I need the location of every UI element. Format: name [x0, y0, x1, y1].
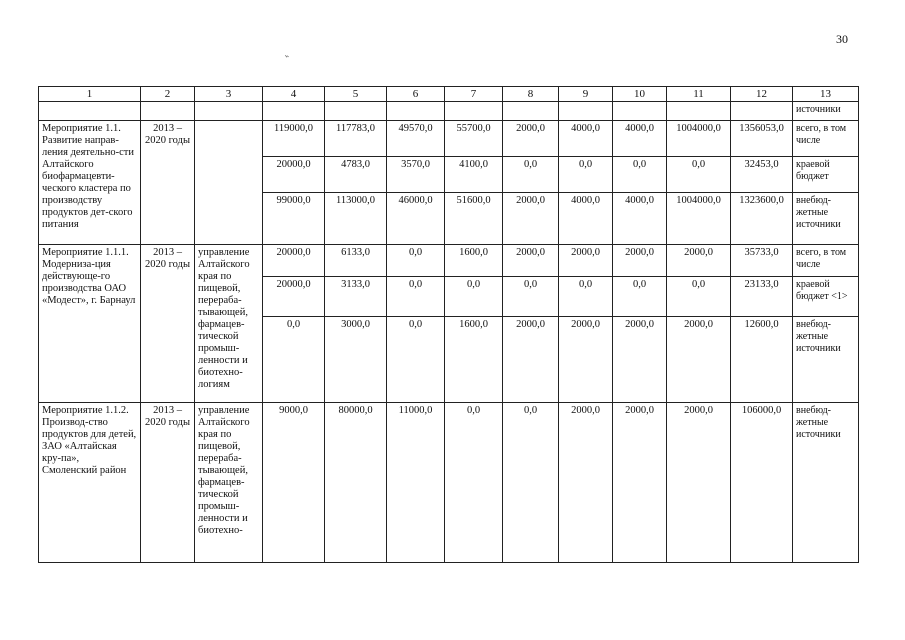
col-header: 11	[667, 87, 731, 102]
col-header: 8	[503, 87, 559, 102]
table-row	[39, 121, 859, 157]
amount-cell: 0,0	[387, 245, 445, 277]
amount-cell: 2000,0	[559, 317, 613, 403]
source-cell: внебюд-жетные источники	[793, 317, 859, 403]
amount-cell: 0,0	[613, 157, 667, 193]
amount-cell: 0,0	[503, 403, 559, 563]
col-header: 2	[141, 87, 195, 102]
source-cell: всего, в том числе	[793, 245, 859, 277]
amount-cell: 4000,0	[613, 121, 667, 157]
period-cell: 2013 – 2020 годы	[141, 121, 195, 245]
source-cell: всего, в том числе	[793, 121, 859, 157]
col-header: 13	[793, 87, 859, 102]
amount-cell: 0,0	[559, 157, 613, 193]
amount-cell: 2000,0	[503, 121, 559, 157]
amount-cell: 32453,0	[731, 157, 793, 193]
amount-cell: 117783,0	[325, 121, 387, 157]
amount-cell: 0,0	[613, 277, 667, 317]
amount-cell: 4783,0	[325, 157, 387, 193]
table-row	[39, 245, 859, 277]
scan-artifact: ᵛ̵	[285, 52, 288, 62]
amount-cell: 0,0	[667, 157, 731, 193]
page-number: 30	[836, 32, 848, 46]
activity-name-cell: Мероприятие 1.1.1. Модерниза-ция действующе-го производства ОАО «Модест», г. Барнаул	[39, 245, 141, 403]
amount-cell: 12600,0	[731, 317, 793, 403]
amount-cell: 2000,0	[667, 317, 731, 403]
amount-cell: 1600,0	[445, 245, 503, 277]
amount-cell: 0,0	[667, 277, 731, 317]
col-header: 4	[263, 87, 325, 102]
empty-cell	[667, 102, 731, 121]
amount-cell: 1356053,0	[731, 121, 793, 157]
amount-cell: 20000,0	[263, 277, 325, 317]
amount-cell: 106000,0	[731, 403, 793, 563]
empty-cell	[613, 102, 667, 121]
amount-cell: 119000,0	[263, 121, 325, 157]
col-header: 1	[39, 87, 141, 102]
amount-cell: 55700,0	[445, 121, 503, 157]
amount-cell: 2000,0	[503, 193, 559, 245]
amount-cell: 4000,0	[559, 193, 613, 245]
amount-cell: 0,0	[445, 277, 503, 317]
executor-cell	[195, 121, 263, 245]
source-cell: внебюд-жетные источники	[793, 403, 859, 563]
empty-cell	[559, 102, 613, 121]
amount-cell: 1004000,0	[667, 121, 731, 157]
col-header: 9	[559, 87, 613, 102]
amount-cell: 4000,0	[559, 121, 613, 157]
amount-cell: 113000,0	[325, 193, 387, 245]
empty-cell	[325, 102, 387, 121]
amount-cell: 4000,0	[613, 193, 667, 245]
amount-cell: 49570,0	[387, 121, 445, 157]
source-cell: источники	[793, 102, 859, 121]
col-header: 10	[613, 87, 667, 102]
empty-cell	[503, 102, 559, 121]
col-header: 7	[445, 87, 503, 102]
amount-cell: 2000,0	[667, 403, 731, 563]
empty-cell	[39, 102, 141, 121]
source-cell: краевой бюджет	[793, 157, 859, 193]
period-cell: 2013 – 2020 годы	[141, 245, 195, 403]
amount-cell: 2000,0	[613, 403, 667, 563]
amount-cell: 20000,0	[263, 157, 325, 193]
col-header: 6	[387, 87, 445, 102]
budget-table	[38, 86, 859, 563]
activity-name-cell: Мероприятие 1.1. Развитие направ-ления деятельно-сти Алтайского биофармацевти-ческого кластера по производству продуктов дет-ского питания	[39, 121, 141, 245]
amount-cell: 2000,0	[667, 245, 731, 277]
amount-cell: 80000,0	[325, 403, 387, 563]
empty-cell	[195, 102, 263, 121]
amount-cell: 23133,0	[731, 277, 793, 317]
amount-cell: 0,0	[445, 403, 503, 563]
amount-cell: 35733,0	[731, 245, 793, 277]
amount-cell: 6133,0	[325, 245, 387, 277]
amount-cell: 2000,0	[559, 403, 613, 563]
activity-name-cell: Мероприятие 1.1.2. Производ-ство продуктов для детей, ЗАО «Алтайская кру-па», Смоленский район	[39, 403, 141, 563]
amount-cell: 2000,0	[503, 317, 559, 403]
executor-cell: управление Алтайского края по пищевой, перераба-тывающей, фармацев-тической промыш-ленности и биотехно-	[195, 403, 263, 563]
amount-cell: 1323600,0	[731, 193, 793, 245]
col-header: 12	[731, 87, 793, 102]
amount-cell: 99000,0	[263, 193, 325, 245]
amount-cell: 9000,0	[263, 403, 325, 563]
empty-cell	[141, 102, 195, 121]
amount-cell: 3570,0	[387, 157, 445, 193]
amount-cell: 0,0	[503, 277, 559, 317]
amount-cell: 2000,0	[503, 245, 559, 277]
col-header: 5	[325, 87, 387, 102]
empty-cell	[263, 102, 325, 121]
amount-cell: 11000,0	[387, 403, 445, 563]
source-cell: краевой бюджет <1>	[793, 277, 859, 317]
amount-cell: 20000,0	[263, 245, 325, 277]
empty-cell	[445, 102, 503, 121]
header-row	[39, 87, 859, 102]
empty-cell	[731, 102, 793, 121]
empty-cell	[387, 102, 445, 121]
amount-cell: 2000,0	[613, 245, 667, 277]
amount-cell: 51600,0	[445, 193, 503, 245]
amount-cell: 0,0	[503, 157, 559, 193]
period-cell: 2013 – 2020 годы	[141, 403, 195, 563]
table-row	[39, 403, 859, 563]
amount-cell: 0,0	[387, 317, 445, 403]
amount-cell: 0,0	[559, 277, 613, 317]
amount-cell: 4100,0	[445, 157, 503, 193]
amount-cell: 3133,0	[325, 277, 387, 317]
amount-cell: 0,0	[387, 277, 445, 317]
continuation-row	[39, 102, 859, 121]
col-header: 3	[195, 87, 263, 102]
amount-cell: 46000,0	[387, 193, 445, 245]
amount-cell: 1004000,0	[667, 193, 731, 245]
executor-cell: управление Алтайского края по пищевой, перераба-тывающей, фармацев-тической промыш-ленности и биотехно-логиям	[195, 245, 263, 403]
amount-cell: 0,0	[263, 317, 325, 403]
amount-cell: 1600,0	[445, 317, 503, 403]
amount-cell: 2000,0	[559, 245, 613, 277]
amount-cell: 2000,0	[613, 317, 667, 403]
amount-cell: 3000,0	[325, 317, 387, 403]
source-cell: внебюд-жетные источники	[793, 193, 859, 245]
